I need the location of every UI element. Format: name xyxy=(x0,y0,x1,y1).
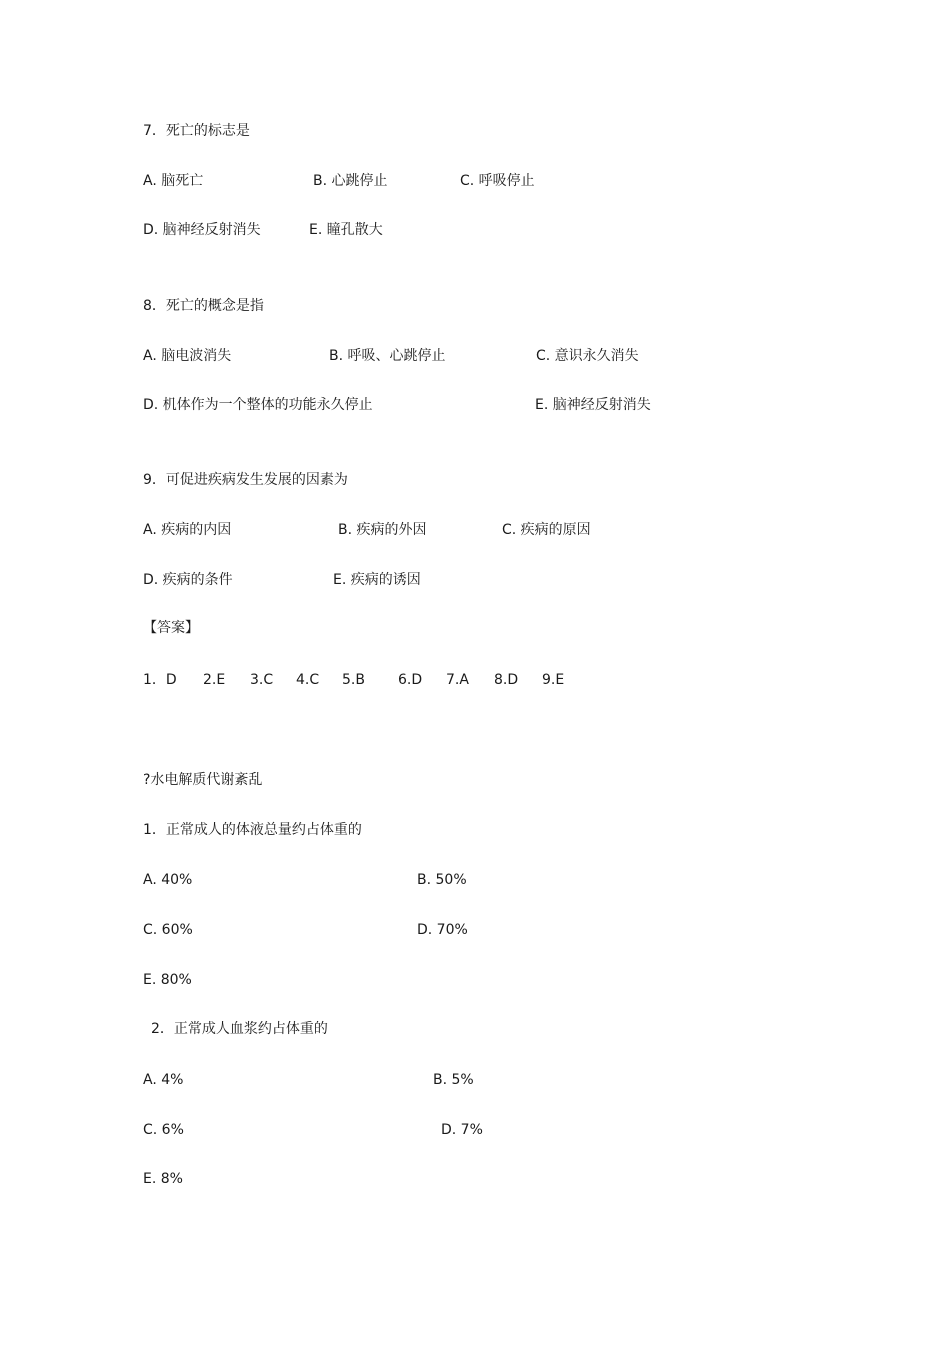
answer-item: 2.E xyxy=(203,672,226,688)
answers-heading: 【答案】 xyxy=(143,620,199,636)
q9-option-d: D. 疾病的条件 xyxy=(143,572,233,588)
q7-option-d: D. 脑神经反射消失 xyxy=(143,222,261,238)
q8-stem: 8．死亡的概念是指 xyxy=(143,298,264,314)
answer-item: 1．D xyxy=(143,672,177,688)
answer-item: 7.A xyxy=(446,672,469,688)
q7-option-a: A. 脑死亡 xyxy=(143,173,204,189)
q7-stem: 7．死亡的标志是 xyxy=(143,123,250,139)
s2-q2-stem: 2．正常成人血浆约占体重的 xyxy=(151,1021,328,1037)
q9-option-a: A. 疾病的内因 xyxy=(143,522,232,538)
q9-stem: 9．可促进疾病发生发展的因素为 xyxy=(143,472,348,488)
s2-q1-option-e: E. 80% xyxy=(143,972,192,988)
s2-q2-option-e: E. 8% xyxy=(143,1171,183,1187)
q8-option-e: E. 脑神经反射消失 xyxy=(535,397,651,413)
answer-item: 9.E xyxy=(542,672,565,688)
q7-option-e: E. 瞳孔散大 xyxy=(309,222,383,238)
s2-q1-stem: 1．正常成人的体液总量约占体重的 xyxy=(143,822,362,838)
q7-option-c: C. 呼吸停止 xyxy=(460,173,535,189)
q9-option-b: B. 疾病的外因 xyxy=(338,522,427,538)
answer-item: 4.C xyxy=(296,672,320,688)
s2-q1-option-c: C. 60% xyxy=(143,922,193,938)
q8-option-d: D. 机体作为一个整体的功能永久停止 xyxy=(143,397,373,413)
s2-q2-option-d: D. 7% xyxy=(441,1122,483,1138)
q8-option-a: A. 脑电波消失 xyxy=(143,348,232,364)
s2-q1-option-a: A. 40% xyxy=(143,872,193,888)
s2-q2-option-b: B. 5% xyxy=(433,1072,474,1088)
s2-q1-option-b: B. 50% xyxy=(417,872,467,888)
q8-option-b: B. 呼吸、心跳停止 xyxy=(329,348,446,364)
s2-q1-option-d: D. 70% xyxy=(417,922,468,938)
answer-item: 6.D xyxy=(398,672,423,688)
s2-q2-option-a: A. 4% xyxy=(143,1072,184,1088)
s2-q2-option-c: C. 6% xyxy=(143,1122,184,1138)
section-title: ?水电解质代谢紊乱 xyxy=(143,772,263,788)
answer-item: 5.B xyxy=(342,672,365,688)
q9-option-e: E. 疾病的诱因 xyxy=(333,572,421,588)
q7-option-b: B. 心跳停止 xyxy=(313,173,388,189)
q8-option-c: C. 意识永久消失 xyxy=(536,348,639,364)
answer-item: 3.C xyxy=(250,672,274,688)
answer-item: 8.D xyxy=(494,672,519,688)
q9-option-c: C. 疾病的原因 xyxy=(502,522,591,538)
